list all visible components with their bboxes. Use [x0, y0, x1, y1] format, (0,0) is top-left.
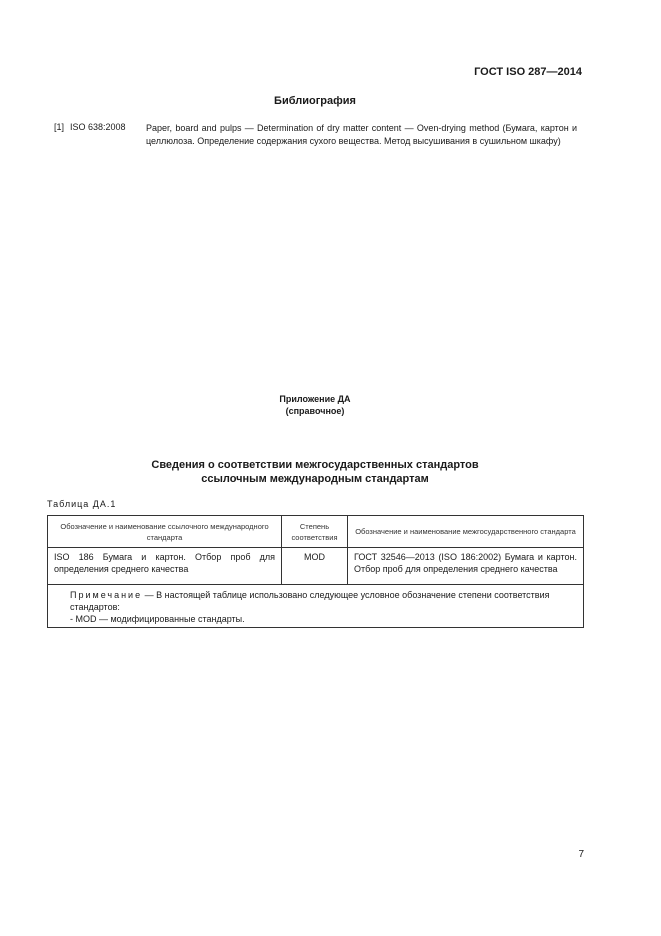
note-paragraph: [70, 589, 573, 613]
column-header-degree: Степень соответствия: [282, 516, 348, 548]
bibliography-title: Библиография: [274, 95, 356, 107]
page-number: 7: [578, 849, 584, 860]
column-header-interstate-standard: Обозначение и наименование межгосударственного стандарта: [348, 516, 584, 548]
bibliography-item-reference: ISO 638:2008: [70, 122, 126, 132]
section-title: [0, 458, 630, 486]
appendix-heading: [0, 393, 630, 417]
cell-interstate-standard: ГОСТ 32546—2013 (ISO 186:2002) Бумага и картон. Отбор проб для определения среднего качества: [348, 548, 584, 585]
section-title-line1: Сведения о соответствии межгосударственных стандартов: [151, 459, 479, 471]
note-label: Примечание: [70, 590, 143, 600]
cell-intl-standard: ISO 186 Бумага и картон. Отбор проб для определения среднего качества: [48, 548, 282, 585]
table-note: [48, 585, 584, 628]
bibliography-item-text: Paper, board and pulps — Determination of dry matter content — Oven-drying method (Бумага, картон и целлюлоза. Определение содержания сухого вещества. Метод высушивания в сушильном шкафу): [146, 123, 577, 146]
section-title-line2: ссылочным международным стандартам: [201, 473, 429, 485]
note-text: — В настоящей таблице использовано следующее условное обозначение степени соответствия стандартов:: [70, 590, 550, 612]
column-header-intl-standard: Обозначение и наименование ссылочного международного стандарта: [48, 516, 282, 548]
cell-degree: MOD: [282, 548, 348, 585]
note-item: - MOD — модифицированные стандарты.: [70, 614, 245, 624]
appendix-subtitle: (справочное): [285, 406, 345, 416]
bibliography-item-number: [1]: [54, 122, 65, 132]
table-caption: Таблица ДА.1: [47, 499, 117, 509]
table-header-row: [48, 516, 584, 548]
correspondence-table: [47, 515, 584, 628]
appendix-title: Приложение ДА: [279, 394, 351, 404]
table-row: [48, 548, 584, 585]
table-note-row: [48, 585, 584, 628]
document-code: ГОСТ ISO 287—2014: [474, 66, 582, 78]
